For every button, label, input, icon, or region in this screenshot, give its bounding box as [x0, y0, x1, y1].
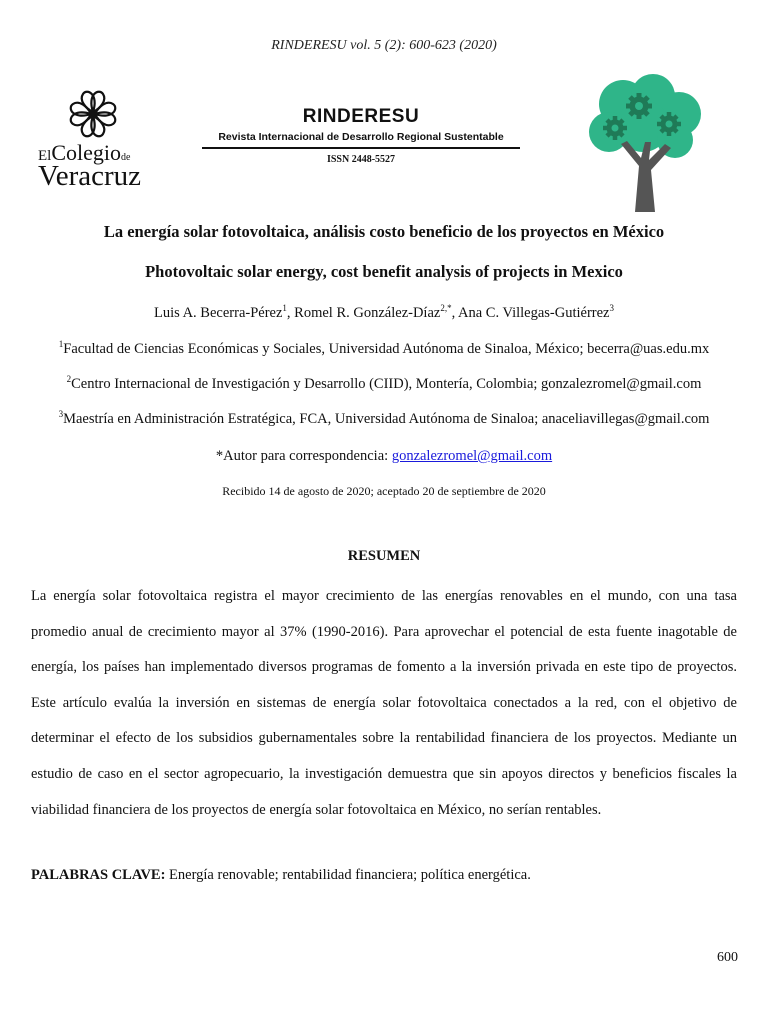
logo-de: de — [121, 152, 131, 163]
brand-name: RINDERESU — [302, 106, 420, 127]
affiliation-2-sup: 2 — [66, 374, 72, 385]
received-dates: Recibido 14 de agosto de 2020; aceptado 20 de septiembre de 2020 — [222, 484, 546, 498]
affiliation-2 — [0, 376, 768, 393]
author-3: , Ana C. Villegas-Gutiérrez — [451, 305, 610, 321]
correspondence-email-link[interactable]: gonzalezromel@gmail.com — [391, 448, 553, 464]
affiliation-3-text: Maestría en Administración Estratégica, FCA, Universidad Autónoma de Sinaloa; anaceliavillegas@gmail.com — [63, 411, 710, 427]
affiliation-2-text: Centro Internacional de Investigación y Desarrollo (CIID), Montería, Colombia; gonzalezromel@gmail.com — [71, 376, 702, 392]
author-2-sup: 2,* — [440, 303, 452, 314]
logo-el: El — [38, 148, 52, 164]
affiliation-1-text: Facultad de Ciencias Económicas y Sociales, Universidad Autónoma de Sinaloa, México; becerra@uas.edu.mx — [63, 341, 710, 357]
affiliation-3 — [0, 411, 768, 428]
page-number: 600 — [717, 950, 738, 965]
affiliation-1 — [0, 341, 768, 358]
tree-gears-icon — [583, 74, 705, 214]
author-1: Luis A. Becerra-Pérez — [153, 305, 283, 321]
journal-brand — [196, 106, 526, 165]
author-2: , Romel R. González-Díaz — [286, 305, 441, 321]
journal-reference: RINDERESU vol. 5 (2): 600-623 (2020) — [271, 38, 497, 53]
logo-veracruz: Veracruz — [38, 160, 142, 192]
author-3-sup: 3 — [609, 303, 614, 314]
colegio-logo-text — [38, 142, 158, 191]
resumen-heading: RESUMEN — [347, 548, 421, 564]
correspondence-label: *Autor para correspondencia: — [215, 448, 392, 464]
authors-line — [0, 305, 768, 322]
abstract-text: La energía solar fotovoltaica registra el mayor crecimiento de las energías renovables en el mundo, con una tasa promedio anual de crecimiento mayor al 37% (1990-2016). Para aprovechar el potencial de esta fuente inagotable de energía, los países han implementado diversos programas de fomento a la inversión privada en este tipo de proyectos. Este artículo evalúa la inversión en sistemas de energía solar fotovoltaica conectados a la red, con el objetivo de determinar el efecto de los subsidios gubernamentales sobre la rentabilidad financiera de los proyectos. Mediante un estudio de caso en el sector agropecuario, la investigación demuestra que sin apoyos directos y beneficios fiscales la viabilidad financiera de los proyectos de energía solar fotovoltaica en México, no serían rentables. — [31, 588, 737, 818]
affiliation-3-sup: 3 — [58, 409, 64, 420]
title-english: Photovoltaic solar energy, cost benefit analysis of projects in Mexico — [145, 262, 623, 281]
keywords — [31, 867, 531, 884]
affiliation-1-sup: 1 — [58, 339, 64, 350]
brand-subtitle: Revista Internacional de Desarrollo Regional Sustentable — [218, 131, 504, 143]
correspondence — [0, 448, 768, 465]
keywords-label: PALABRAS CLAVE: — [31, 867, 166, 883]
title-spanish: La energía solar fotovoltaica, análisis costo beneficio de los proyectos en México — [103, 222, 665, 241]
keywords-text: Energía renovable; rentabilidad financiera; política energética. — [165, 867, 531, 883]
brand-divider — [202, 147, 520, 149]
author-1-sup: 1 — [282, 303, 287, 314]
logo-colegio: Colegio — [51, 140, 122, 165]
issn: ISSN 2448-5527 — [326, 154, 396, 165]
